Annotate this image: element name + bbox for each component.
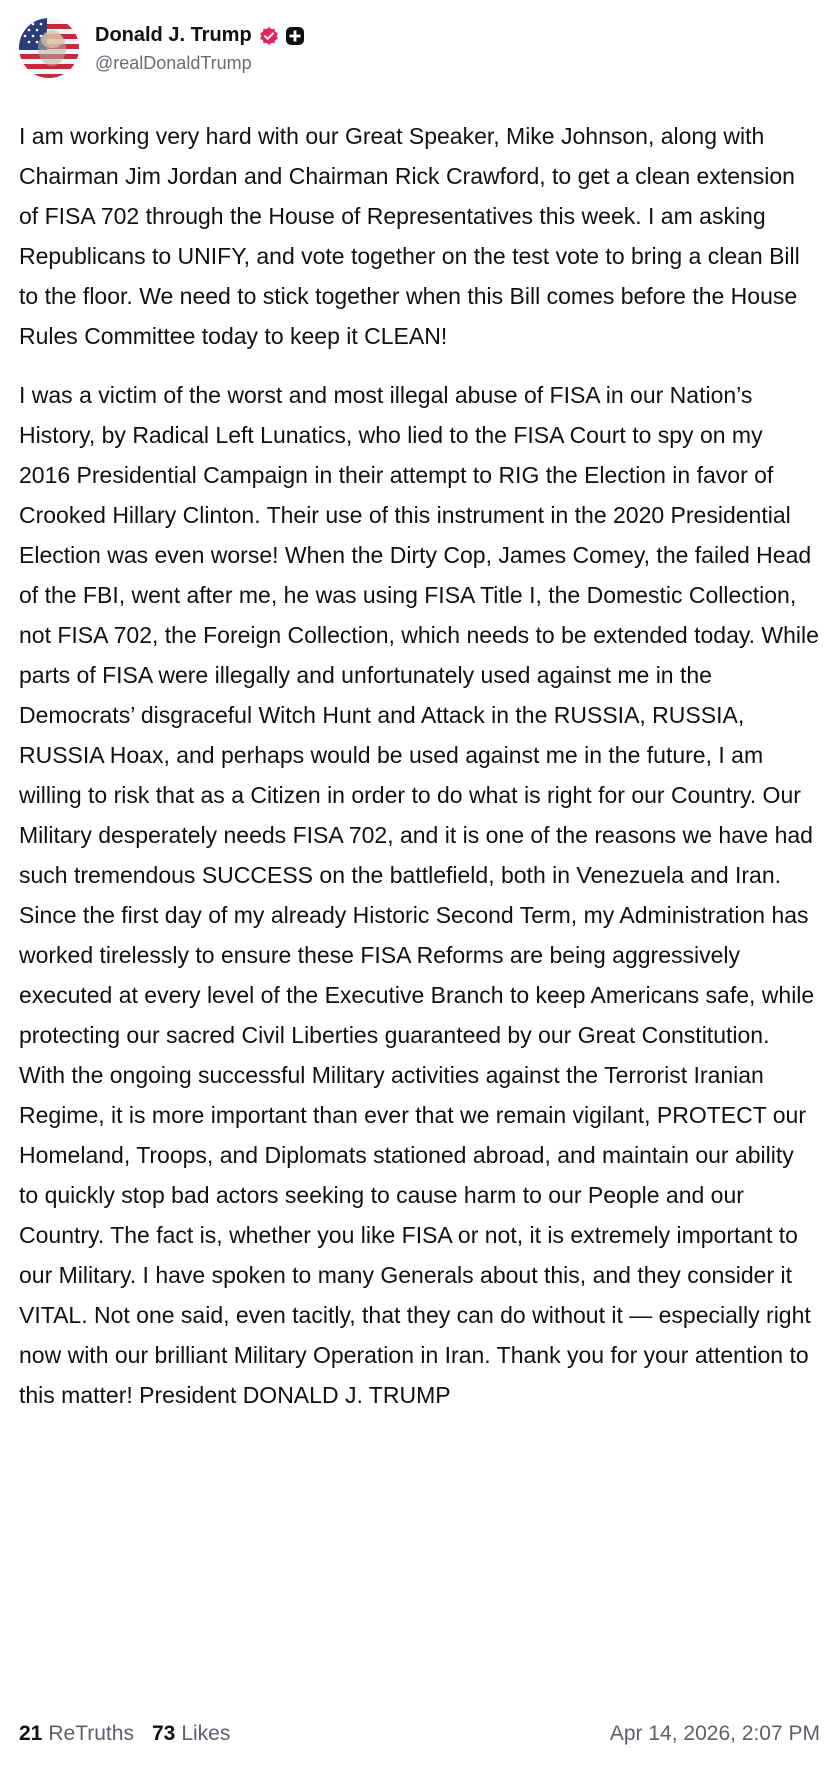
post-paragraph: I was a victim of the worst and most illegal abuse of FISA in our Nation’s History, by Radical Left Lunatics, who lied to the FISA Court to spy on my 2016 Presidential Campaign in their attempt to RIG the Election in favor of Crooked Hillary Clinton. Their use of this instrument in the 2020 Presidential Election was even worse! When the Dirty Cop, James Comey, the failed Head of the FBI, went after me, he was using FISA Title I, the Domestic Collection, not FISA 702, the Foreign Collection, which needs to be extended today. While parts of FISA were illegally and unfortunately used against me in the Democrats’ disgraceful Witch Hunt and Attack in the RUSSIA, RUSSIA, RUSSIA Hoax, and perhaps would be used against me in the future, I am willing to risk that as a Citizen in order to do what is right for our Country. Our Military desperately needs FISA 702, and it is one of the reasons we have had such tremendous SUCCESS on the battlefield, both in Venezuela and Iran. Since the first day of my already Historic Second Term, my Administration has worked tirelessly to ensure these FISA Reforms are being aggressively executed at every level of the Executive Branch to keep Americans safe, while protecting our sacred Civil Liberties guaranteed by our Great Constitution. With the ongoing successful Military activities against the Terrorist Iranian Regime, it is more important than ever that we remain vigilant, PROTECT our Homeland, Troops, and Diplomats stationed abroad, and maintain our ability to quickly stop bad actors seeking to cause harm to our People and our Country. The fact is, whether you like FISA or not, it is extremely important to our Military. I have spoken to many Generals about this, and they consider it VITAL. Not one said, even tacitly, that they can do without it — especially right now with our brilliant Military Operation in Iran. Thank you for your attention to this matter! President DONALD J. TRUMP <box>19 382 819 1408</box>
author-handle[interactable]: @realDonaldTrump <box>95 52 252 73</box>
post-body <box>19 116 819 1415</box>
retruths-label: ReTruths <box>48 1722 134 1745</box>
avatar[interactable] <box>19 18 79 78</box>
engagement-stats <box>19 1722 230 1746</box>
post-timestamp[interactable]: Apr 14, 2026, 2:07 PM <box>609 1722 820 1745</box>
post-header <box>19 18 305 78</box>
likes-stat[interactable] <box>152 1722 230 1746</box>
name-row <box>95 23 305 49</box>
flag-avatar-icon <box>19 18 79 78</box>
verified-badge-icon <box>259 26 279 46</box>
retruths-count: 21 <box>19 1722 43 1745</box>
likes-label: Likes <box>181 1722 231 1745</box>
likes-count: 73 <box>151 1722 176 1745</box>
post-footer <box>19 1718 820 1750</box>
author-identity <box>95 23 305 74</box>
post-paragraph: I am working very hard with our Great Speaker, Mike Johnson, along with Chairman Jim Jordan and Chairman Rick Crawford, to get a clean extension of FISA 702 through the House of Representatives this week. I am asking Republicans to UNIFY, and vote together on the test vote to bring a clean Bill to the floor. We need to stick together when this Bill comes before the House Rules Committee today to keep it CLEAN! <box>19 123 800 349</box>
plus-badge-icon <box>285 26 305 46</box>
retruths-stat[interactable] <box>19 1722 134 1746</box>
author-display-name[interactable]: Donald J. Trump <box>95 24 252 46</box>
